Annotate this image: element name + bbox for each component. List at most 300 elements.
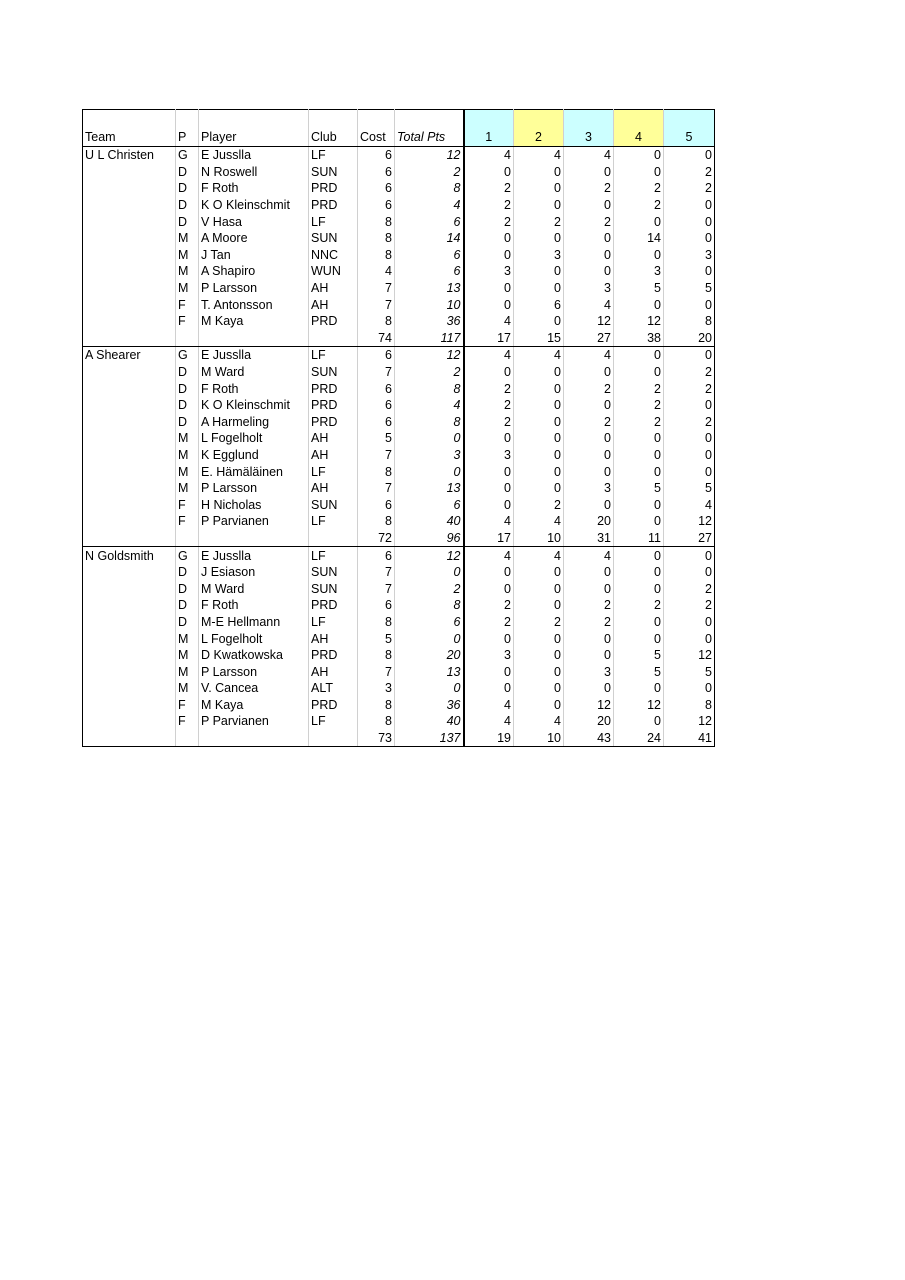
week-3-points-cell: 20 — [564, 513, 614, 530]
cost-cell: 7 — [358, 564, 395, 581]
team-name-cell — [83, 430, 176, 447]
player-name-cell: J Esiason — [199, 564, 309, 581]
cost-cell: 4 — [358, 263, 395, 280]
table-body — [83, 147, 715, 747]
table-row — [83, 480, 715, 497]
position-cell: G — [176, 547, 199, 564]
week-3-points-cell: 12 — [564, 313, 614, 330]
player-name-cell: P Larsson — [199, 663, 309, 680]
week-2-points-cell: 2 — [514, 496, 564, 513]
club-cell: PRD — [309, 313, 358, 330]
week-5-points-cell: 0 — [664, 430, 715, 447]
week-1-points-cell: 0 — [464, 230, 514, 247]
week-4-points-cell: 0 — [614, 164, 664, 181]
cost-cell: 8 — [358, 513, 395, 530]
week-2-points-cell: 0 — [514, 463, 564, 480]
player-name-cell: M Kaya — [199, 313, 309, 330]
week-1-points-cell: 3 — [464, 447, 514, 464]
table-row — [83, 230, 715, 247]
week-3-points-cell: 2 — [564, 614, 614, 631]
week-2-points-cell: 0 — [514, 364, 564, 381]
player-name-cell — [199, 730, 309, 747]
position-cell: D — [176, 580, 199, 597]
table-row — [83, 280, 715, 297]
player-name-cell: F Roth — [199, 380, 309, 397]
week-1-points-cell: 2 — [464, 197, 514, 214]
week-1-points-cell: 2 — [464, 213, 514, 230]
table-row — [83, 180, 715, 197]
total-points-cell: 36 — [395, 697, 464, 714]
week-2-points-cell: 2 — [514, 614, 564, 631]
table-row — [83, 347, 715, 364]
cost-cell: 8 — [358, 647, 395, 664]
week-1-points-cell: 0 — [464, 680, 514, 697]
week-4-points-cell: 0 — [614, 447, 664, 464]
team-name-cell — [83, 680, 176, 697]
week-4-points-cell: 0 — [614, 147, 664, 164]
week-4-points-cell: 0 — [614, 213, 664, 230]
week-5-points-cell: 0 — [664, 230, 715, 247]
week-4-points-cell: 5 — [614, 663, 664, 680]
player-name-cell: P Parvianen — [199, 513, 309, 530]
week-1-points-cell: 3 — [464, 263, 514, 280]
week-1-points-cell: 0 — [464, 463, 514, 480]
total-points-cell: 10 — [395, 296, 464, 313]
week-1-points-cell: 4 — [464, 347, 514, 364]
week-2-points-cell: 0 — [514, 263, 564, 280]
club-cell: SUN — [309, 564, 358, 581]
week-3-points-cell: 20 — [564, 713, 614, 730]
week-4-points-cell: 0 — [614, 296, 664, 313]
week-2-points-cell: 0 — [514, 697, 564, 714]
week-5-points-cell: 0 — [664, 296, 715, 313]
week-3-points-cell: 0 — [564, 680, 614, 697]
week-4-points-cell: 0 — [614, 547, 664, 564]
team-name-cell — [83, 463, 176, 480]
player-name-cell: A Shapiro — [199, 263, 309, 280]
week-4-points-cell: 0 — [614, 630, 664, 647]
week-5-points-cell: 0 — [664, 213, 715, 230]
table-row — [83, 164, 715, 181]
points-total-cell: 96 — [395, 530, 464, 547]
week-1-points-cell: 0 — [464, 364, 514, 381]
week-1-points-cell: 3 — [464, 647, 514, 664]
team-name-cell — [83, 630, 176, 647]
week-5-points-cell: 5 — [664, 280, 715, 297]
week-2-points-cell: 4 — [514, 547, 564, 564]
week-3-points-cell: 0 — [564, 430, 614, 447]
cost-cell: 8 — [358, 713, 395, 730]
week-3-points-cell: 4 — [564, 296, 614, 313]
team-name-cell: U L Christen — [83, 147, 176, 164]
player-name-cell: H Nicholas — [199, 496, 309, 513]
total-points-cell: 6 — [395, 614, 464, 631]
team-name-cell — [83, 197, 176, 214]
week-5-points-cell: 0 — [664, 147, 715, 164]
cost-cell: 6 — [358, 197, 395, 214]
week-1-points-cell: 2 — [464, 597, 514, 614]
team-name-cell: A Shearer — [83, 347, 176, 364]
week-5-points-cell: 12 — [664, 513, 715, 530]
club-cell: SUN — [309, 580, 358, 597]
player-name-cell: K O Kleinschmit — [199, 197, 309, 214]
header-week-3: 3 — [564, 110, 614, 147]
table-row — [83, 547, 715, 564]
club-cell — [309, 730, 358, 747]
player-name-cell: M Ward — [199, 364, 309, 381]
week-2-total-cell: 10 — [514, 730, 564, 747]
position-cell: G — [176, 347, 199, 364]
cost-cell: 6 — [358, 414, 395, 431]
week-5-points-cell: 3 — [664, 247, 715, 264]
week-1-points-cell: 4 — [464, 697, 514, 714]
week-3-points-cell: 2 — [564, 414, 614, 431]
week-2-points-cell: 0 — [514, 580, 564, 597]
position-cell: D — [176, 197, 199, 214]
position-cell: F — [176, 296, 199, 313]
week-1-points-cell: 0 — [464, 480, 514, 497]
club-cell: AH — [309, 447, 358, 464]
table-row — [83, 296, 715, 313]
club-cell: AH — [309, 430, 358, 447]
header-total-pts: Total Pts — [395, 110, 464, 147]
club-cell: LF — [309, 713, 358, 730]
week-2-points-cell: 4 — [514, 513, 564, 530]
week-5-points-cell: 4 — [664, 496, 715, 513]
week-5-points-cell: 0 — [664, 397, 715, 414]
week-2-points-cell: 0 — [514, 564, 564, 581]
week-1-points-cell: 0 — [464, 580, 514, 597]
team-name-cell — [83, 580, 176, 597]
week-3-total-cell: 27 — [564, 330, 614, 347]
week-2-points-cell: 4 — [514, 147, 564, 164]
table-row — [83, 630, 715, 647]
club-cell: LF — [309, 547, 358, 564]
table-row — [83, 247, 715, 264]
position-cell — [176, 530, 199, 547]
week-1-points-cell: 0 — [464, 247, 514, 264]
player-name-cell: A Harmeling — [199, 414, 309, 431]
position-cell: M — [176, 463, 199, 480]
team-name-cell — [83, 496, 176, 513]
week-2-points-cell: 6 — [514, 296, 564, 313]
week-5-total-cell: 20 — [664, 330, 715, 347]
table-row — [83, 147, 715, 164]
week-4-points-cell: 12 — [614, 697, 664, 714]
team-total-row — [83, 730, 715, 747]
club-cell: AH — [309, 280, 358, 297]
team-name-cell — [83, 480, 176, 497]
club-cell: LF — [309, 213, 358, 230]
week-4-points-cell: 0 — [614, 347, 664, 364]
header-week-1: 1 — [464, 110, 514, 147]
header-week-5: 5 — [664, 110, 715, 147]
team-total-row — [83, 530, 715, 547]
club-cell: PRD — [309, 414, 358, 431]
total-points-cell: 13 — [395, 663, 464, 680]
week-2-points-cell: 2 — [514, 213, 564, 230]
club-cell: PRD — [309, 380, 358, 397]
position-cell: M — [176, 480, 199, 497]
cost-cell: 7 — [358, 364, 395, 381]
table-row — [83, 680, 715, 697]
table-row — [83, 697, 715, 714]
week-5-points-cell: 0 — [664, 447, 715, 464]
header-row — [83, 110, 715, 147]
team-name-cell — [83, 530, 176, 547]
week-3-points-cell: 4 — [564, 147, 614, 164]
week-5-points-cell: 0 — [664, 547, 715, 564]
total-points-cell: 8 — [395, 414, 464, 431]
total-points-cell: 12 — [395, 347, 464, 364]
table-row — [83, 213, 715, 230]
week-4-points-cell: 2 — [614, 180, 664, 197]
team-name-cell: N Goldsmith — [83, 547, 176, 564]
player-name-cell: M-E Hellmann — [199, 614, 309, 631]
team-name-cell — [83, 730, 176, 747]
header-cost: Cost — [358, 110, 395, 147]
week-3-points-cell: 0 — [564, 247, 614, 264]
total-points-cell: 40 — [395, 513, 464, 530]
cost-cell: 8 — [358, 247, 395, 264]
cost-cell: 5 — [358, 430, 395, 447]
position-cell — [176, 330, 199, 347]
week-5-points-cell: 2 — [664, 380, 715, 397]
position-cell: M — [176, 230, 199, 247]
week-1-total-cell: 19 — [464, 730, 514, 747]
total-points-cell: 12 — [395, 547, 464, 564]
cost-cell: 8 — [358, 213, 395, 230]
cost-cell: 6 — [358, 597, 395, 614]
week-1-points-cell: 2 — [464, 414, 514, 431]
week-2-total-cell: 10 — [514, 530, 564, 547]
position-cell: D — [176, 213, 199, 230]
table-row — [83, 597, 715, 614]
week-5-points-cell: 8 — [664, 697, 715, 714]
total-points-cell: 2 — [395, 164, 464, 181]
week-1-points-cell: 0 — [464, 496, 514, 513]
week-5-points-cell: 2 — [664, 164, 715, 181]
week-2-points-cell: 0 — [514, 663, 564, 680]
week-2-points-cell: 0 — [514, 313, 564, 330]
week-1-points-cell: 2 — [464, 180, 514, 197]
week-2-total-cell: 15 — [514, 330, 564, 347]
week-5-points-cell: 5 — [664, 663, 715, 680]
table-row — [83, 197, 715, 214]
week-4-points-cell: 0 — [614, 513, 664, 530]
player-name-cell: K O Kleinschmit — [199, 397, 309, 414]
player-name-cell: K Egglund — [199, 447, 309, 464]
total-points-cell: 3 — [395, 447, 464, 464]
team-name-cell — [83, 330, 176, 347]
total-points-cell: 0 — [395, 463, 464, 480]
week-3-points-cell: 0 — [564, 397, 614, 414]
total-points-cell: 6 — [395, 496, 464, 513]
week-2-points-cell: 0 — [514, 597, 564, 614]
week-4-points-cell: 0 — [614, 430, 664, 447]
week-1-points-cell: 4 — [464, 147, 514, 164]
position-cell: M — [176, 263, 199, 280]
week-5-points-cell: 0 — [664, 347, 715, 364]
player-name-cell: V Hasa — [199, 213, 309, 230]
position-cell: D — [176, 164, 199, 181]
week-3-points-cell: 0 — [564, 164, 614, 181]
player-name-cell: M Kaya — [199, 697, 309, 714]
team-name-cell — [83, 213, 176, 230]
total-points-cell: 8 — [395, 597, 464, 614]
week-5-points-cell: 0 — [664, 614, 715, 631]
week-5-points-cell: 5 — [664, 480, 715, 497]
week-4-points-cell: 0 — [614, 564, 664, 581]
player-name-cell: P Larsson — [199, 480, 309, 497]
club-cell: PRD — [309, 197, 358, 214]
cost-cell: 6 — [358, 380, 395, 397]
club-cell: PRD — [309, 647, 358, 664]
week-5-points-cell: 2 — [664, 180, 715, 197]
club-cell: LF — [309, 147, 358, 164]
position-cell: M — [176, 663, 199, 680]
club-cell: LF — [309, 614, 358, 631]
player-name-cell: F Roth — [199, 180, 309, 197]
position-cell: D — [176, 180, 199, 197]
cost-cell: 8 — [358, 697, 395, 714]
team-name-cell — [83, 263, 176, 280]
week-4-points-cell: 12 — [614, 313, 664, 330]
total-points-cell: 2 — [395, 364, 464, 381]
cost-cell: 6 — [358, 496, 395, 513]
week-2-points-cell: 3 — [514, 247, 564, 264]
table-row — [83, 263, 715, 280]
week-1-points-cell: 0 — [464, 430, 514, 447]
position-cell: M — [176, 630, 199, 647]
week-1-points-cell: 2 — [464, 614, 514, 631]
player-name-cell: D Kwatkowska — [199, 647, 309, 664]
player-name-cell: L Fogelholt — [199, 630, 309, 647]
team-name-cell — [83, 713, 176, 730]
week-4-points-cell: 0 — [614, 713, 664, 730]
club-cell: LF — [309, 347, 358, 364]
week-4-points-cell: 2 — [614, 397, 664, 414]
team-name-cell — [83, 180, 176, 197]
cost-cell: 6 — [358, 547, 395, 564]
week-2-points-cell: 0 — [514, 397, 564, 414]
cost-cell: 7 — [358, 280, 395, 297]
week-3-points-cell: 0 — [564, 197, 614, 214]
week-2-points-cell: 0 — [514, 430, 564, 447]
team-name-cell — [83, 296, 176, 313]
points-total-cell: 137 — [395, 730, 464, 747]
position-cell: M — [176, 280, 199, 297]
total-points-cell: 2 — [395, 580, 464, 597]
player-name-cell: E. Hämäläinen — [199, 463, 309, 480]
week-5-points-cell: 2 — [664, 580, 715, 597]
week-5-points-cell: 8 — [664, 313, 715, 330]
cost-cell: 3 — [358, 680, 395, 697]
table-row — [83, 513, 715, 530]
week-2-points-cell: 4 — [514, 713, 564, 730]
week-4-points-cell: 0 — [614, 463, 664, 480]
week-2-points-cell: 0 — [514, 180, 564, 197]
cost-cell: 6 — [358, 347, 395, 364]
week-4-total-cell: 24 — [614, 730, 664, 747]
cost-total-cell: 73 — [358, 730, 395, 747]
cost-cell: 6 — [358, 397, 395, 414]
week-2-points-cell: 0 — [514, 414, 564, 431]
week-2-points-cell: 4 — [514, 347, 564, 364]
team-name-cell — [83, 230, 176, 247]
cost-cell: 6 — [358, 147, 395, 164]
week-1-total-cell: 17 — [464, 330, 514, 347]
total-points-cell: 6 — [395, 247, 464, 264]
club-cell — [309, 330, 358, 347]
table-row — [83, 313, 715, 330]
player-name-cell: J Tan — [199, 247, 309, 264]
player-name-cell: L Fogelholt — [199, 430, 309, 447]
position-cell: D — [176, 614, 199, 631]
club-cell: WUN — [309, 263, 358, 280]
week-1-points-cell: 2 — [464, 397, 514, 414]
table-row — [83, 414, 715, 431]
total-points-cell: 13 — [395, 480, 464, 497]
week-3-points-cell: 3 — [564, 663, 614, 680]
total-points-cell: 14 — [395, 230, 464, 247]
week-1-points-cell: 4 — [464, 547, 514, 564]
week-3-points-cell: 0 — [564, 580, 614, 597]
total-points-cell: 6 — [395, 263, 464, 280]
table-row — [83, 713, 715, 730]
club-cell: LF — [309, 463, 358, 480]
week-2-points-cell: 0 — [514, 280, 564, 297]
week-5-points-cell: 2 — [664, 597, 715, 614]
week-2-points-cell: 0 — [514, 197, 564, 214]
total-points-cell: 0 — [395, 680, 464, 697]
week-1-points-cell: 4 — [464, 713, 514, 730]
week-2-points-cell: 0 — [514, 447, 564, 464]
team-name-cell — [83, 247, 176, 264]
position-cell: G — [176, 147, 199, 164]
player-name-cell: P Larsson — [199, 280, 309, 297]
total-points-cell: 4 — [395, 197, 464, 214]
cost-cell: 8 — [358, 614, 395, 631]
week-4-points-cell: 0 — [614, 247, 664, 264]
position-cell: F — [176, 313, 199, 330]
team-name-cell — [83, 697, 176, 714]
team-name-cell — [83, 447, 176, 464]
player-name-cell: F Roth — [199, 597, 309, 614]
club-cell: SUN — [309, 364, 358, 381]
total-points-cell: 12 — [395, 147, 464, 164]
week-1-points-cell: 2 — [464, 380, 514, 397]
club-cell: PRD — [309, 180, 358, 197]
position-cell: F — [176, 496, 199, 513]
club-cell: AH — [309, 480, 358, 497]
team-name-cell — [83, 313, 176, 330]
header-position: P — [176, 110, 199, 147]
team-name-cell — [83, 647, 176, 664]
week-1-total-cell: 17 — [464, 530, 514, 547]
week-2-points-cell: 0 — [514, 164, 564, 181]
week-3-points-cell: 0 — [564, 364, 614, 381]
total-points-cell: 4 — [395, 397, 464, 414]
week-4-points-cell: 5 — [614, 647, 664, 664]
week-3-points-cell: 0 — [564, 447, 614, 464]
club-cell: AH — [309, 663, 358, 680]
week-3-points-cell: 12 — [564, 697, 614, 714]
total-points-cell: 0 — [395, 564, 464, 581]
week-4-points-cell: 2 — [614, 380, 664, 397]
team-total-row — [83, 330, 715, 347]
position-cell: D — [176, 597, 199, 614]
